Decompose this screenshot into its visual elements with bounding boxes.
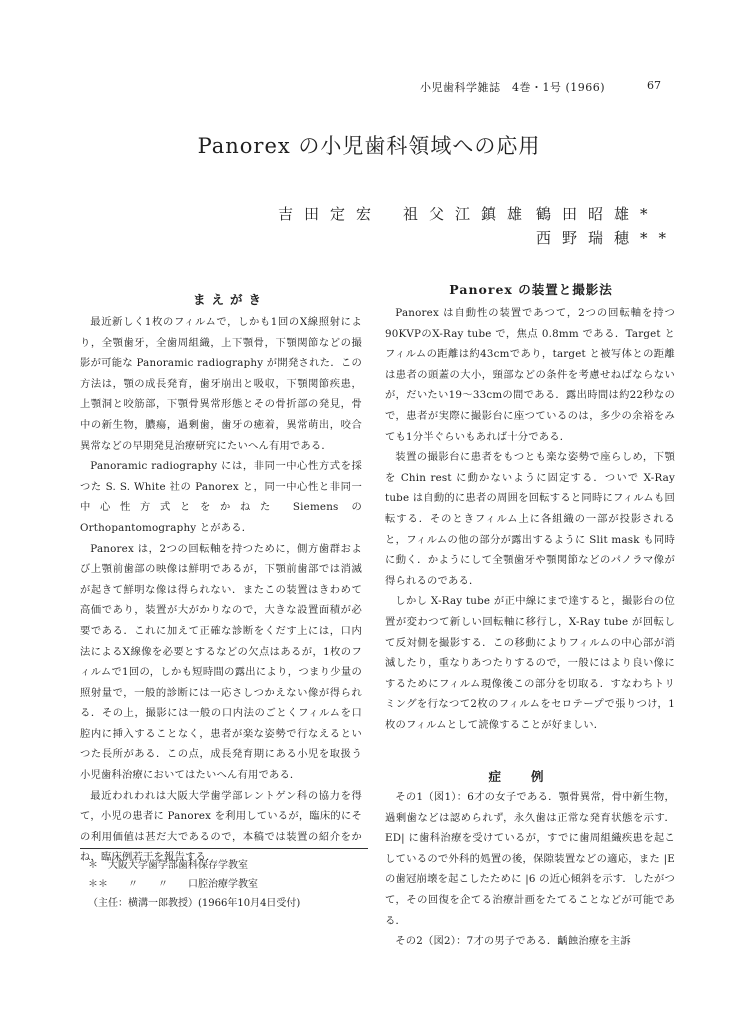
author-name: 鶴田昭雄*	[536, 205, 659, 223]
article-title: Panorex の小児歯科領域への応用	[197, 134, 541, 158]
body-paragraph: その1（図1）：6才の女子である．顎骨異常，骨中新生物，過剰歯などは認められず，永久歯は正常な発育状態を示す．ED| に歯科治療を受けているが，すでに歯周組織疾患を起こしているので外科的処置の後，保隙装置などの適応，また |E の歯冠崩壊を起こしたために |6 の近心傾斜を示す．したがつて，その回復を企てる治療計画をたてることなどが可能である．	[385, 791, 675, 927]
footnote-divider	[80, 848, 368, 849]
section-heading-intro: まえがき	[192, 292, 267, 307]
author-name: 吉田定宏	[278, 205, 383, 223]
body-paragraph: 最近新しく1枚のフィルムで，しかも1回のX線照射により，全顎歯牙，全歯周組織，上下顎骨，下顎関節などの撮影が可能な Panoramic radiography が開発された．この方法は，顎の成長発育，歯牙崩出と吸収，下顎関節疾患，上顎洞と咬筋部，下顎骨異常形態とその骨折部の発見，骨中の新生物，膿瘍，過剰歯，歯牙の癒着，異常萌出，咬合異常などの早期発見治療研究にたいへん有用である．	[80, 316, 362, 452]
apparatus-section-body	[385, 303, 675, 735]
body-paragraph: 装置の撮影台に患者をもつとも楽な姿勢で座らしめ，下顎を Chin rest に動かないように固定する．ついで X-Ray tube は自動的に患者の周囲を回転すると同時にフィルムも回転する．そのときフィルム上に各組織の一部が投影されると，フィルムの他の部分が露出するように Slit mask も同時に動く．かようにして全顎歯牙や顎関節などのパノラマ像が得られるのである．	[385, 451, 675, 587]
page-number: 67	[647, 79, 661, 92]
footnote: ＊＊ 〃 〃 口腔治療学教室	[88, 879, 258, 890]
body-paragraph: Panorex は自動性の装置であつて，2つの回転軸を持つ 90KVPのX-Ray tube で，焦点 0.8mm である．Target とフィルムの距離は約43cmであり，target と被写体との距離は患者の頭蓋の大小，頸部などの条件を考慮せねばならないが，だいたい19～33cmの間である．露出時間は約22秒なので，患者が実際に撮影台に座つているのは，多少の余裕をみても1分半ぐらいもあれば十分である．	[385, 307, 675, 443]
author-name: 西野瑞穂**	[536, 229, 678, 247]
intro-section-body	[80, 312, 362, 868]
body-paragraph: しかし X-Ray tube が正中線にまで達すると，撮影台の位置が変わつて新しい回転軸に移行し，X-Ray tube が回転して反対側を撮影する．この移動によりフィルムの中心部が消滅したり，重なりあつたりするので，一般にはより良い像にするためにフィルム現像後この部分を切取る．すなわちトリミングを行なつて2枚のフィルムをセロテープで張りつけ，1枚のフィルムとして読像することが好ましい．	[385, 595, 675, 731]
cases-section-body	[385, 787, 675, 952]
body-paragraph: 最近われわれは大阪大学歯学部レントゲン科の協力を得て，小児の患者に Panorex を利用しているが，臨床的にその利用価値は甚だ大であるので，本稿では装置の紹介をかね，臨床例若干を報告する．	[80, 789, 362, 864]
footnotes	[88, 856, 300, 913]
section-heading-apparatus: Panorex の装置と撮影法	[449, 282, 613, 297]
running-header: 小児歯科学雑誌 4巻・1号 (1966)	[420, 81, 606, 94]
footnote: （主任：横溝一郎教授）(1966年10月4日受付)	[88, 898, 301, 909]
body-paragraph: Panorex は，2つの回転軸を持つために，側方歯群および上顎前歯部の映像は鮮明であるが，下顎前歯部では消滅が起きて鮮明な像は得られない．またこの装置はきわめて高価であり，装置が大がかりなので，大きな設置面積が必要である．これに加えて正確な診断をくだす上には，口内法によるX線像を必要とするなどの欠点はあるが，1枚のフィルムで1回の，しかも短時間の露出により，つまり少量の照射量で，一般的診断には一応さしつかえない像が得られる．その上，撮影には一般の口内法のごとくフィルムを口腔内に挿入することなく，患者が楽な姿勢で行なえるといつた長所がある．この点，成長発育期にある小児を取扱う小児歯科治療においてはたいへん有用である．	[80, 542, 362, 782]
author-name: 祖父江鎮雄	[403, 205, 534, 223]
section-heading-cases: 症例	[488, 769, 574, 784]
body-paragraph: Panoramic radiography には，非同一中心性方式を採つた S. S. White 社の Panorex と，同一中心性と非同一中心性方式とをかねた Siemens の Orthopantomography とがある．	[80, 460, 362, 534]
body-paragraph: その2（図2）：7才の男子である．齲蝕治療を主訴	[395, 935, 631, 948]
footnote: ＊ 大阪大学歯学部歯科保存学教室	[88, 860, 248, 871]
